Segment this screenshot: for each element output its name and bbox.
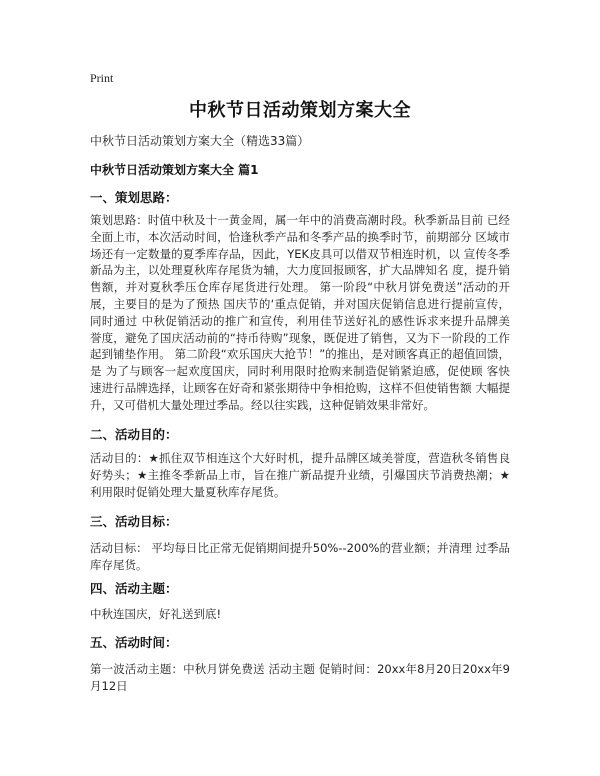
section-heading-theme: 四、活动主题： <box>90 581 178 596</box>
section-text-purpose: 活动目的：★抓住双节相连这个大好时机，提升品牌区域美誉度，营造秋冬销售良好势头；★主推冬季新品上市，旨在推广新品提升业绩，引爆国庆节消费热潮；★利用限时促销处理大量夏秋库存尾货。 <box>90 451 510 499</box>
section-text-strategy: 策划思路：时值中秋及十一黄金周，属一年中的消费高潮时段。秋季新品目前 已经全面上市，本次活动时间，恰逢秋季产品和冬季产品的换季时节，前期部分 区域市场还有一定数量的夏季库存品，因此，YEK皮具可以借双节相连时机，以 宣传冬季新品为主，以处理夏秋库存尾货为辅，大力度回报顾客，扩大品牌知名 度，提升销售额，并对夏秋季压仓库存尾货进行处理。 第一阶段“中秋月饼免费送”活动的开展，主要目的是为了预热 国庆节的‘重点促销，并对国庆促销信息进行提前宣传，同时通过 中秋促销活动的推广和宣传，利用佳节送好礼的感性诉求来提升品牌美 誉度，避免了国庆活动前的“持币待购”现象，既促进了销售，又为下一阶段的工作起到铺垫作用。 第二阶段“欢乐国庆大抢节！”的推出，是对顾客真正的超值回馈，是 为了与顾客一起欢度国庆，同时利用限时抢购来制造促销紧迫感，促使顾 客快速进行品牌选择，让顾客在好奇和紧张期待中争相抢购，这样不但使销售额 大幅提升，又可借机大量处理过季品。经以往实践，这种促销效果非常好。 <box>90 213 510 412</box>
section-heading-purpose: 二、活动目的： <box>90 427 178 442</box>
section-text-goal: 活动目标： 平均每日比正常无促销期间提升50%--200%的营业额；并清理 过季品库存尾货。 <box>90 541 510 572</box>
section-heading-strategy: 一、策划思路： <box>90 190 178 205</box>
section-text-time: 第一波活动主题：中秋月饼免费送 活动主题 促销时间：20xx年8月20日20xx年9月12日 <box>90 662 510 693</box>
section-text-theme: 中秋连国庆，好礼送到底! <box>90 607 222 621</box>
document-title: 中秋节日活动策划方案大全 <box>189 100 411 121</box>
document-subtitle: 中秋节日活动策划方案大全（精选33篇） <box>90 134 310 148</box>
article-heading: 中秋节日活动策划方案大全 篇1 <box>90 163 259 177</box>
section-heading-time: 五、活动时间： <box>90 635 178 650</box>
section-heading-goal: 三、活动目标： <box>90 514 178 529</box>
print-link[interactable]: Print <box>90 71 114 85</box>
